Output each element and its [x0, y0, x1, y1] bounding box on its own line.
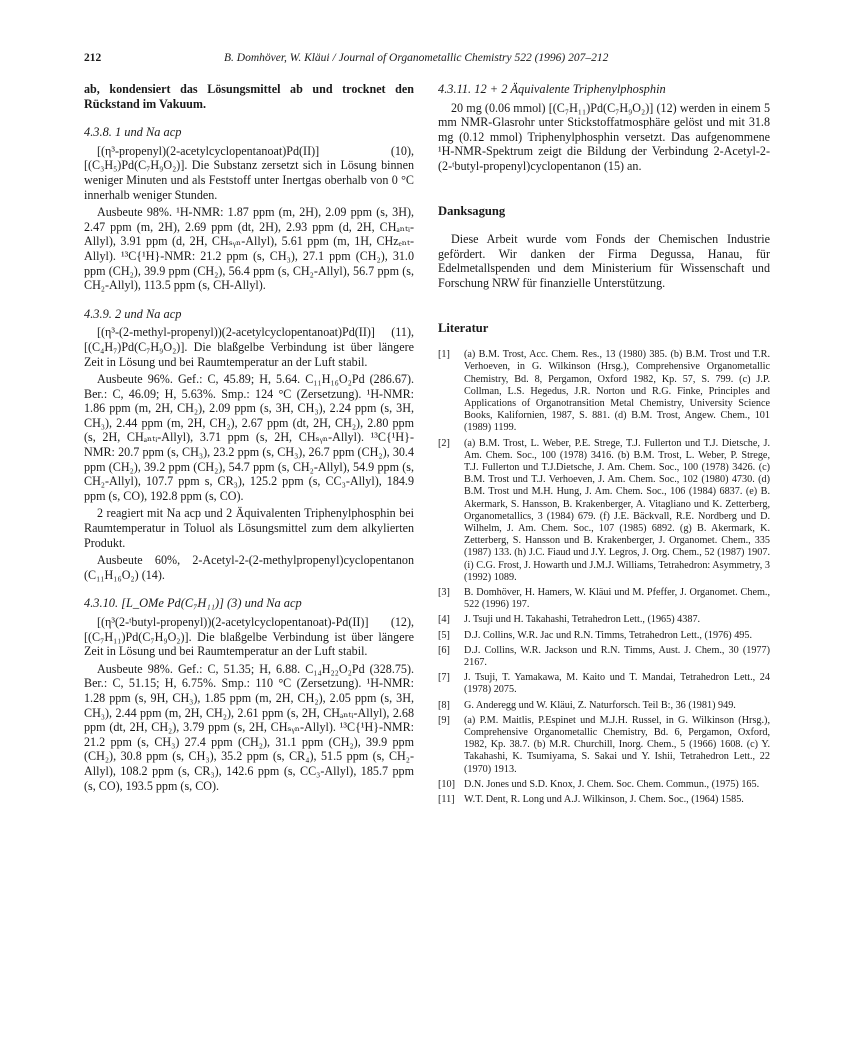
reference-number: [8] — [438, 699, 450, 711]
reference-item — [438, 438, 770, 584]
reference-number: [6] — [438, 644, 450, 656]
reference-item — [438, 779, 770, 791]
reference-text: J. Tsuji, T. Yamakawa, M. Kaito und T. Mandai, Tetrahedron Lett., 24 (1978) 2075. — [464, 672, 770, 696]
reference-text: B. Domhöver, H. Hamers, W. Kläui und M. Pfeffer, J. Organomet. Chem., 522 (1996) 197. — [464, 586, 770, 611]
danksagung-text: Diese Arbeit wurde vom Fonds der Chemischen Industrie gefördert. Wir danken der Firma Degussa, Hanau, für Edelmetallspenden und dem Ministerium für Wissenschaft und Forschung NRW für finanzielle Unterstützung. — [438, 232, 770, 290]
reference-number: [4] — [438, 614, 450, 626]
section-4-3-8-compound: [(η³-propenyl)(2-acetylcyclopentanoat)Pd(II)] (10), [(C₃H₅)Pd(C₇H₉O₂)]. Die Substanz zersetzt sich in Lösung binnen weniger Minuten und als Feststoff unter Inertgas oberhalb von 0 °C innerhalb weniger Stunden. — [84, 143, 414, 202]
right-column — [438, 82, 770, 809]
reference-number: [3] — [438, 586, 450, 598]
intro-paragraph: ab, kondensiert das Lösungsmittel ab und trocknet den Rückstand im Vakuum. — [84, 82, 414, 111]
reference-text: G. Anderegg und W. Kläui, Z. Naturforsch. Teil B:, 36 (1981) 949. — [464, 699, 736, 711]
section-4-3-9-note: 2 reagiert mit Na acp und 2 Äquivalenten Triphenylphosphin bei Raumtemperatur in Toluol als Lösungsmittel zum dem alkylierten Produkt. — [84, 506, 414, 550]
reference-item — [438, 630, 770, 642]
reference-item — [438, 672, 770, 696]
section-4-3-9-data: Ausbeute 96%. Gef.: C, 45.89; H, 5.64. C₁₁H₁₆O₂Pd (286.67). Ber.: C, 46.09; H, 5.63%. Smp.: 124 °C (Zersetzung). ¹H-NMR: 1.86 ppm (m, 2H, CH₂), 2.09 ppm (s, 3H, CH₃), 2.24 ppm (s, 3H, CH₃), 2.44 ppm (m, 2H, CH₂), 2.67 ppm (dt, 2H, CH₂), 2.80 ppm (s, 2H, CHₐₙₜᵢ-Allyl), 3.71 ppm (s, 2H, CHₛᵧₙ-Allyl). ¹³C{¹H}-NMR: 20.7 ppm (s, CH₃), 23.2 ppm (s, CH₃), 26.7 ppm (CH₂), 30.4 ppm (CH₂), 39.2 ppm (CH₂), 54.7 ppm (s, CH₂-Allyl), 54.9 ppm (s, CH₂-Allyl), 107.7 ppm s, CR₃), 125.2 ppm (s, CC₃-Allyl), 184.9 ppm (s, CO), 192.8 ppm (s, CO). — [84, 372, 414, 503]
section-4-3-9-compound: [(η³-(2-methyl-propenyl))(2-acetylcyclopentanoat)Pd(II)] (11), [(C₄H₇)Pd(C₇H₉O₂)]. Die blaßgelbe Verbindung ist über längere Zeit in Lösung und bei Raumtemperatur an der Luft stabil. — [84, 325, 414, 369]
reference-number: [11] — [438, 794, 455, 806]
page-number: 212 — [84, 52, 102, 64]
reference-number: [1] — [438, 349, 450, 361]
reference-number: [9] — [438, 714, 450, 726]
reference-text: D.J. Collins, W.R. Jackson und R.N. Timms, Aust. J. Chem., 30 (1977) 2167. — [464, 644, 770, 668]
left-column — [84, 82, 414, 796]
reference-text: (a) P.M. Maitlis, P.Espinet und M.J.H. Russel, in G. Wilkinson (Hrsg.), Comprehensive Organometallic Chemistry, Bd. 6, Pergamon, Oxford, 1982, Kp. 38.7. (b) M.R. Churchill, Inorg. Chem., 5 (1966) 1608. (c) Y. Takahashi, K. Tsumiyama, S. Sakai und Y. Ishii, Tetrahedron Lett., 22 (1970) 1913. — [464, 714, 770, 775]
reference-text: W.T. Dent, R. Long und A.J. Wilkinson, J. Chem. Soc., (1964) 1585. — [464, 794, 744, 806]
reference-text: D.N. Jones und S.D. Knox, J. Chem. Soc. Chem. Commun., (1975) 165. — [464, 778, 760, 790]
reference-item — [438, 587, 770, 611]
reference-item — [438, 700, 770, 712]
reference-item — [438, 349, 770, 434]
running-header — [84, 52, 764, 70]
reference-number: [2] — [438, 437, 450, 449]
reference-number: [10] — [438, 778, 455, 790]
section-4-3-8-heading: 4.3.8. 1 und Na acp — [84, 125, 182, 140]
reference-text: (a) B.M. Trost, Acc. Chem. Res., 13 (1980) 385. (b) B.M. Trost und T.R. Verhoeven, in G. Wilkinson (Hrsg.), Comprehensive Organometallic Chemistry, Bd. 8, Pergamon, Oxford 1982, Kp. 57, S. 799. (c) J.P. Collman, L.S. Hegedus, J.R. Norton und R.G. Finke, Principles and Applications of Organotransition Metal Chemistry, University Science Books, Kalifornien, 1987, S. 881. (d) B.M. Trost, Angew. Chem., 101 (1989) 1199. — [464, 349, 770, 434]
reference-number: [7] — [438, 672, 450, 684]
section-4-3-8-data: Ausbeute 98%. ¹H-NMR: 1.87 ppm (m, 2H), 2.09 ppm (s, 3H), 2.47 ppm (m, 2H), 2.69 ppm (dt, 2H), 2.93 ppm (d, 2H, CHₐₙₜᵢ-Allyl), 3.91 ppm (d, 2H, CHₛᵧₙ-Allyl), 5.61 ppm (m, 1H, CHzₑₙₜ-Allyl). ¹³C{¹H}-NMR: 21.2 ppm (s, CH₃), 27.1 ppm (CH₂), 31.0 ppm (CH₂), 39.9 ppm (CH₂), 56.4 ppm (s, CH₂-Allyl), 56.7 ppm (s, CH₂-Allyl), 113.5 ppm (s, CH-Allyl). — [84, 205, 414, 293]
running-title: B. Domhöver, W. Kläui / Journal of Organometallic Chemistry 522 (1996) 207–212 — [224, 52, 609, 64]
section-4-3-10-data: Ausbeute 98%. Gef.: C, 51.35; H, 6.88. C₁₄H₂₂O₂Pd (328.75). Ber.: C, 51.15; H, 6.75%. Smp.: 110 °C (Zersetzung). ¹H-NMR: 1.28 ppm (s, 9H, CH₃), 1.85 ppm (m, 2H, CH₂), 2.05 ppm (s, 3H, CH₃), 2.44 ppm (m, 2H, CH₂), 2.61 ppm (s, 2H, CHₐₙₜᵢ-Allyl), 2.68 ppm (dt, 2H, CH₂), 3.79 ppm (s, 2H, CHₛᵧₙ-Allyl). ¹³C{¹H}-NMR: 21.2 ppm (s, CH₃) 27.4 ppm (CH₂), 31.1 ppm (CH₂), 39.9 ppm (CH₂), 30.8 ppm (s, CH₃), 35.2 ppm (s, CR₄), 51.5 ppm (s, CH₂-Allyl), 108.2 ppm (s, CR₃), 142.6 ppm (s, CC₃-Allyl), 185.7 ppm (s, CO), 193.5 ppm (s, CO). — [84, 661, 414, 793]
section-4-3-11-heading: 4.3.11. 12 + 2 Äquivalente Triphenylphosphin — [438, 82, 666, 96]
section-4-3-10-compound: [(η³(2-ᵗbutyl-propenyl))(2-acetylcyclopentanoat)-Pd(II)] (12), [(C₇H₁₁)Pd(C₇H₉O₂)]. Die blaßgelbe Verbindung ist über längere Zeit in Lösung und bei Raumtemperatur an der Luft stabil. — [84, 615, 414, 659]
section-4-3-9-yield: Ausbeute 60%, 2-Acetyl-2-(2-methylpropenyl)cyclopentanon (C₁₁H₁₆O₂) (14). — [84, 553, 414, 582]
reference-number: [5] — [438, 629, 450, 641]
literatur-heading: Literatur — [438, 320, 489, 335]
reference-text: (a) B.M. Trost, L. Weber, P.E. Strege, T.J. Fullerton und T.J. Dietsche, J. Am. Chem. Soc., 100 (1978) 3416. (b) B.M. Trost, L. Weber, P. Strege, T.J. Fullerton und T.J.Dietsche, J. Am. Chem. Soc., 100 (1978) 3426. (c) B.M. Trost und T.J. Verhoeven, J. Am. Chem. Soc., 102 (1980) 4730. (d) B.M. Trost und M.H. Hung, J. Am. Chem. Soc., 106 (1984) 6837. (e) B. Akermark, S. Hansson, B. Krakenberger, A. Vitagliano und K. Zetterberg, Organometallics, 3 (1984) 679. (f) J.E. Bäckvall, R.E. Nordberg und D. Wilhelm, J. Am. Chem. Soc., 107 (1985) 6892. (g) B. Akermark, K. Zetterberg, S. Hansson und B. Krakenberger, J. Organomet. Chem., 335 (1987) 133. (h) J.C. Fiaud und J.Y. Legros, J. Org. Chem., 52 (1987) 1907. (i) C.G. Frost, J. Howarth und J.M.J. Williams, Tetrahedron: Asymmetry, 3 (1992) 1089. — [464, 437, 770, 583]
reference-item — [438, 794, 770, 806]
reference-item — [438, 715, 770, 776]
reference-list — [438, 349, 770, 806]
section-4-3-11-text: 20 mg (0.06 mmol) [(C₇H₁₁)Pd(C₇H₉O₂)] (12) werden in einem 5 mm NMR-Glasrohr unter Stickstoffatmosphäre gelöst und mit 31.8 mg (0.12 mmol) Triphenylphosphin versetzt. Das aufgenommene ¹H-NMR-Spektrum zeigt die Bildung der Verbindung 2-Acetyl-2-(2-ᵗbutyl-propenyl)cyclopentanon (15) an. — [438, 100, 770, 173]
reference-item — [438, 645, 770, 669]
reference-text: D.J. Collins, W.R. Jac und R.N. Timms, Tetrahedron Lett., (1976) 495. — [464, 629, 753, 641]
reference-text: J. Tsuji und H. Takahashi, Tetrahedron Lett., (1965) 4387. — [464, 614, 701, 626]
danksagung-heading: Danksagung — [438, 203, 506, 218]
section-4-3-9-heading: 4.3.9. 2 und Na acp — [84, 306, 182, 321]
section-4-3-10-heading: 4.3.10. [L_OMe Pd(C₇H₁₁)] (3) und Na acp — [84, 596, 302, 611]
reference-item — [438, 614, 770, 626]
